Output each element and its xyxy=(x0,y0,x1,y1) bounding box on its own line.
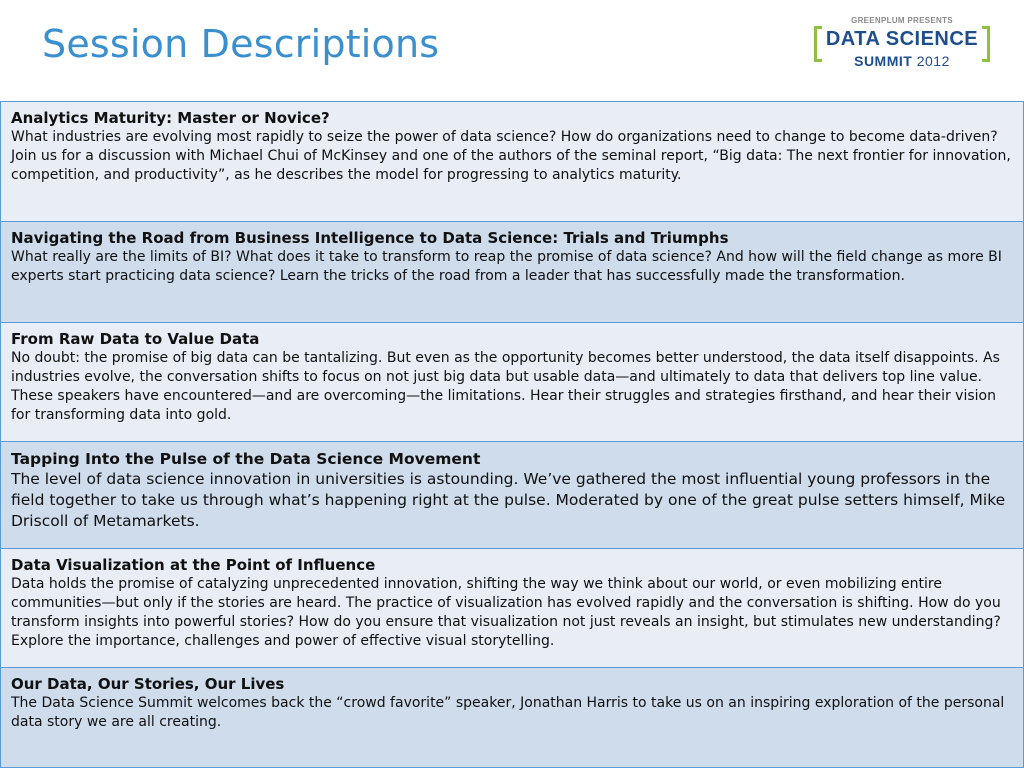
summit-logo xyxy=(812,12,992,74)
session-title: Data Visualization at the Point of Influence xyxy=(11,556,376,574)
logo-name: DATA SCIENCE xyxy=(825,28,979,50)
session-row xyxy=(0,101,1024,221)
session-description: The Data Science Summit welcomes back the “crowd favorite” speaker, Jonathan Harris to take us on an inspiring exploration of the personal data story we are all creating. xyxy=(11,695,1005,730)
session-title: Analytics Maturity: Master or Novice? xyxy=(11,109,330,127)
session-row xyxy=(0,548,1024,667)
session-row xyxy=(0,667,1024,768)
logo-summit-word: SUMMIT xyxy=(854,53,913,69)
session-title: Navigating the Road from Business Intelligence to Data Science: Trials and Triumphs xyxy=(11,229,729,247)
session-row xyxy=(0,221,1024,322)
session-title: From Raw Data to Value Data xyxy=(11,330,260,348)
session-description: What industries are evolving most rapidly to seize the power of data science? How do organizations need to change to become data-driven? Join us for a discussion with Michael Chui of McKinsey and one of the authors of the seminal report, “Big data: The next frontier for innovation, competition, and productivity”, as he describes the model for progressing to analytics maturity. xyxy=(11,129,1011,183)
session-description: The level of data science innovation in universities is astounding. We’ve gathered the most influential young professors in the field together to take us through what’s happening right at the pulse. Moderated by one of the great pulse setters himself, Mike Driscoll of Metamarkets. xyxy=(11,470,1006,530)
logo-year: 2012 xyxy=(916,53,950,69)
session-row xyxy=(0,322,1024,441)
session-row xyxy=(0,441,1024,548)
session-description: Data holds the promise of catalyzing unprecedented innovation, shifting the way we think about our world, or even mobilizing entire communities—but only if the stories are heard. The practice of visualization has evolved rapidly and the conversation is shifting. How do you transform insights into powerful stories? How do you ensure that visualization not just reveals an insight, but stimulates new understanding? Explore the importance, challenges and power of effective visual storytelling. xyxy=(11,576,1001,649)
session-title: Our Data, Our Stories, Our Lives xyxy=(11,675,285,693)
page-title: Session Descriptions xyxy=(42,22,440,66)
session-description: No doubt: the promise of big data can be tantalizing. But even as the opportunity becomes better understood, the data itself disappoints. As industries evolve, the conversation shifts to focus on not just big data but usable data—and ultimately to data that delivers top line value. These speakers have encountered—and are overcoming—the limitations. Hear their struggles and strategies firsthand, and hear their vision for transforming data into gold. xyxy=(11,350,1000,423)
session-title: Tapping Into the Pulse of the Data Science Movement xyxy=(11,450,481,468)
logo-presents: GREENPLUM PRESENTS xyxy=(851,16,953,25)
logo-summit xyxy=(812,53,992,69)
session-description: What really are the limits of BI? What does it take to transform to reap the promise of data science? And how will the field change as more BI experts start practicing data science? Learn the tricks of the road from a leader that has successfully made the transformation. xyxy=(11,249,1002,284)
session-table xyxy=(0,101,1024,768)
